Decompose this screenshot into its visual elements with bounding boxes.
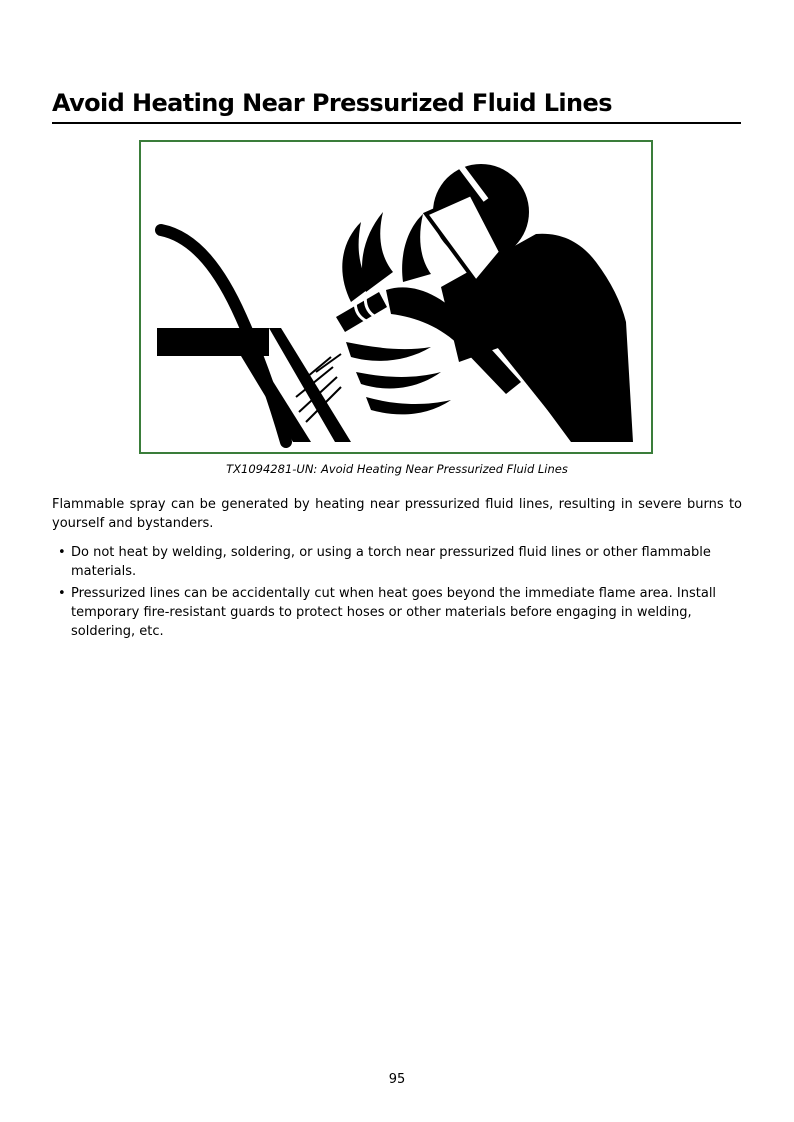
welder-heating-hazard-icon — [141, 142, 651, 452]
title-underline — [52, 122, 741, 124]
list-item-text: Pressurized lines can be accidentally cut when heat goes beyond the immediate flame area. Install temporary fire-resistant guards to protect hoses or other materials before engaging in welding, soldering, etc. — [71, 586, 717, 639]
list-item — [52, 543, 742, 581]
figure-caption: TX1094281-UN: Avoid Heating Near Pressurized Fluid Lines — [226, 462, 568, 476]
section-title: Avoid Heating Near Pressurized Fluid Lines — [52, 89, 612, 117]
list-item — [52, 584, 742, 641]
bullet-icon: • — [58, 545, 66, 560]
safety-illustration — [139, 140, 653, 454]
bullet-icon: • — [58, 586, 66, 601]
safety-bullet-list — [52, 543, 742, 644]
page-number: 95 — [388, 1072, 406, 1087]
list-item-text: Do not heat by welding, soldering, or using a torch near pressurized fluid lines or other flammable materials. — [71, 545, 711, 579]
intro-paragraph: Flammable spray can be generated by heating near pressurized fluid lines, resulting in severe burns to yourself and bystanders. — [52, 497, 742, 531]
